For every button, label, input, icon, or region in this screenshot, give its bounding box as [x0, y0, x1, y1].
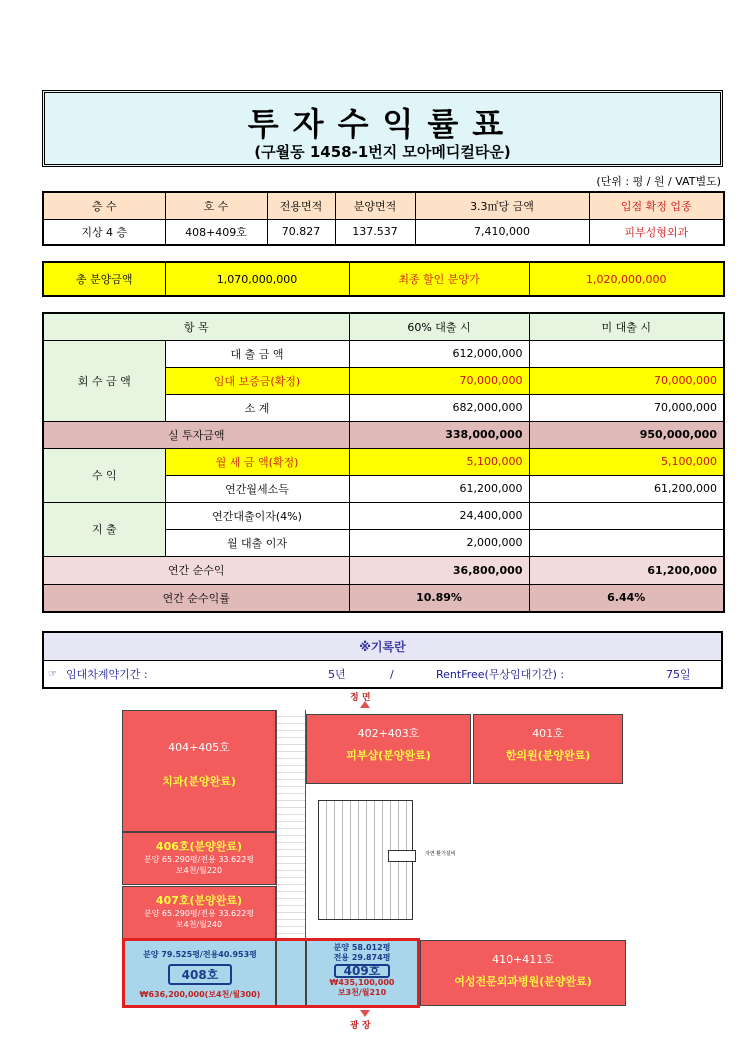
header-business: 입점 확정 업종 — [589, 192, 724, 219]
header-floor: 층 수 — [43, 192, 165, 219]
room-404-no: 404+405호 — [168, 741, 230, 754]
header-exclusive-area: 전용면적 — [267, 192, 335, 219]
rent-60: 5,100,000 — [349, 448, 529, 475]
header-item: 항 목 — [43, 313, 349, 340]
recover-label: 회 수 금 액 — [43, 340, 165, 421]
room-410-desc: 여성전문외과병원(분양완료) — [454, 975, 592, 988]
target-units-outline — [122, 938, 420, 1008]
deposit-60: 70,000,000 — [349, 367, 529, 394]
investment-table — [42, 312, 725, 613]
header-loan: 60% 대출 시 — [349, 313, 529, 340]
room-410-411 — [420, 940, 626, 1006]
page-subtitle: (구월동 1458-1번지 모아메디컬타운) — [254, 143, 511, 161]
corridor — [276, 710, 306, 940]
annual-interest-label: 연간대출이자(4%) — [165, 502, 349, 529]
memo-separator: / — [390, 668, 394, 681]
loan-label: 대 출 금 액 — [165, 340, 349, 367]
deposit-none: 70,000,000 — [529, 367, 724, 394]
header-sale-area: 분양면적 — [335, 192, 415, 219]
loan-none — [529, 340, 724, 367]
monthly-interest-none — [529, 529, 724, 556]
value-floor: 지상 4 층 — [43, 219, 165, 245]
final-price-value: 1,020,000,000 — [529, 262, 724, 296]
room-409-no: 409호 — [334, 964, 391, 978]
annual-interest-60: 24,400,000 — [349, 502, 529, 529]
annual-rent-label: 연간월세소득 — [165, 475, 349, 502]
plaza-arrow-icon — [360, 1010, 370, 1017]
net-rate-none: 6.44% — [529, 584, 724, 612]
header-unit: 호 수 — [165, 192, 267, 219]
pointer-icon: ☞ — [48, 669, 57, 680]
room-407-rent: 보4천/월240 — [175, 920, 223, 929]
room-407-no: 407호(분양완료) — [155, 894, 243, 907]
vent-note: 자연 환기설비 — [425, 851, 456, 857]
net-rate-label: 연간 순수익률 — [43, 584, 349, 612]
rent-none: 5,100,000 — [529, 448, 724, 475]
unit-info-table — [42, 191, 725, 246]
lease-period-value: 5년 — [328, 668, 346, 681]
floor-plan — [120, 690, 628, 1035]
room-410-no: 410+411호 — [492, 953, 554, 966]
room-409-exclusive: 전용 29.874평 — [333, 953, 391, 962]
subtotal-60: 682,000,000 — [349, 394, 529, 421]
room-408-no: 408호 — [168, 964, 233, 985]
rent-free-value: 75일 — [666, 668, 691, 681]
subtotal-label: 소 계 — [165, 394, 349, 421]
room-406 — [122, 832, 276, 885]
monthly-interest-60: 2,000,000 — [349, 529, 529, 556]
room-401-no: 401호 — [532, 727, 564, 740]
room-404-405 — [122, 710, 276, 832]
value-price-per-area: 7,410,000 — [415, 219, 589, 245]
plaza-label: 광 장 — [350, 1021, 371, 1031]
room-402-403 — [306, 714, 471, 784]
net-income-label: 연간 순수익 — [43, 556, 349, 584]
room-402-no: 402+403호 — [357, 727, 420, 740]
expense-label: 지 출 — [43, 502, 165, 556]
unit-label: (단위 : 평 / 원 / VAT별도) — [596, 175, 721, 188]
loan-60: 612,000,000 — [349, 340, 529, 367]
room-401-desc: 한의원(분양완료) — [505, 749, 591, 762]
deposit-label: 임대 보증금(확정) — [165, 367, 349, 394]
front-label: 정 면 — [350, 693, 371, 703]
real-invest-60: 338,000,000 — [349, 421, 529, 448]
value-exclusive-area: 70.827 — [267, 219, 335, 245]
total-price-value: 1,070,000,000 — [165, 262, 349, 296]
vent-box — [388, 850, 416, 862]
real-invest-none: 950,000,000 — [529, 421, 724, 448]
final-price-label: 최종 할인 분양가 — [349, 262, 529, 296]
annual-rent-none: 61,200,000 — [529, 475, 724, 502]
header-noloan: 미 대출 시 — [529, 313, 724, 340]
room-408-price: ₩636,200,000(보4천/월300) — [139, 990, 261, 999]
room-409-price: ₩435,100,000 — [329, 978, 395, 987]
room-402-desc: 피부샵(분양완료) — [346, 749, 431, 762]
price-table — [42, 261, 725, 297]
room-406-rent: 보4천/월220 — [175, 866, 223, 875]
room-406-area: 분양 65.290평/전용 33.622평 — [143, 855, 255, 864]
title-box — [42, 90, 723, 167]
value-business: 피부성형외과 — [589, 219, 724, 245]
annual-rent-60: 61,200,000 — [349, 475, 529, 502]
header-price-per-area: 3.3㎡당 금액 — [415, 192, 589, 219]
room-409-area: 분양 58.012평 — [333, 943, 391, 952]
income-label: 수 익 — [43, 448, 165, 502]
room-407 — [122, 886, 276, 939]
room-409-rent: 보3천/월210 — [337, 988, 387, 997]
net-income-60: 36,800,000 — [349, 556, 529, 584]
room-401 — [473, 714, 623, 784]
annual-interest-none — [529, 502, 724, 529]
front-arrow-icon — [360, 701, 370, 708]
room-406-no: 406호(분양완료) — [155, 840, 243, 853]
total-price-label: 총 분양금액 — [43, 262, 165, 296]
value-sale-area: 137.537 — [335, 219, 415, 245]
room-408-area: 분양 79.525평/전용40.953평 — [143, 950, 257, 959]
memo-title: ※기록란 — [44, 633, 721, 661]
memo-box — [42, 631, 723, 689]
room-407-area: 분양 65.290평/전용 33.622평 — [143, 909, 255, 918]
monthly-interest-label: 월 대출 이자 — [165, 529, 349, 556]
net-rate-60: 10.89% — [349, 584, 529, 612]
net-income-none: 61,200,000 — [529, 556, 724, 584]
page-title: 투자수익률표 — [247, 105, 518, 143]
lease-period-label: 임대차계약기간 : — [66, 668, 148, 681]
value-unit: 408+409호 — [165, 219, 267, 245]
room-404-desc: 치과(분양완료) — [162, 775, 236, 788]
memo-row — [44, 661, 721, 689]
real-invest-label: 실 투자금액 — [43, 421, 349, 448]
subtotal-none: 70,000,000 — [529, 394, 724, 421]
rent-free-label: RentFree(무상임대기간) : — [436, 668, 565, 681]
rent-label: 월 세 금 액(확정) — [165, 448, 349, 475]
